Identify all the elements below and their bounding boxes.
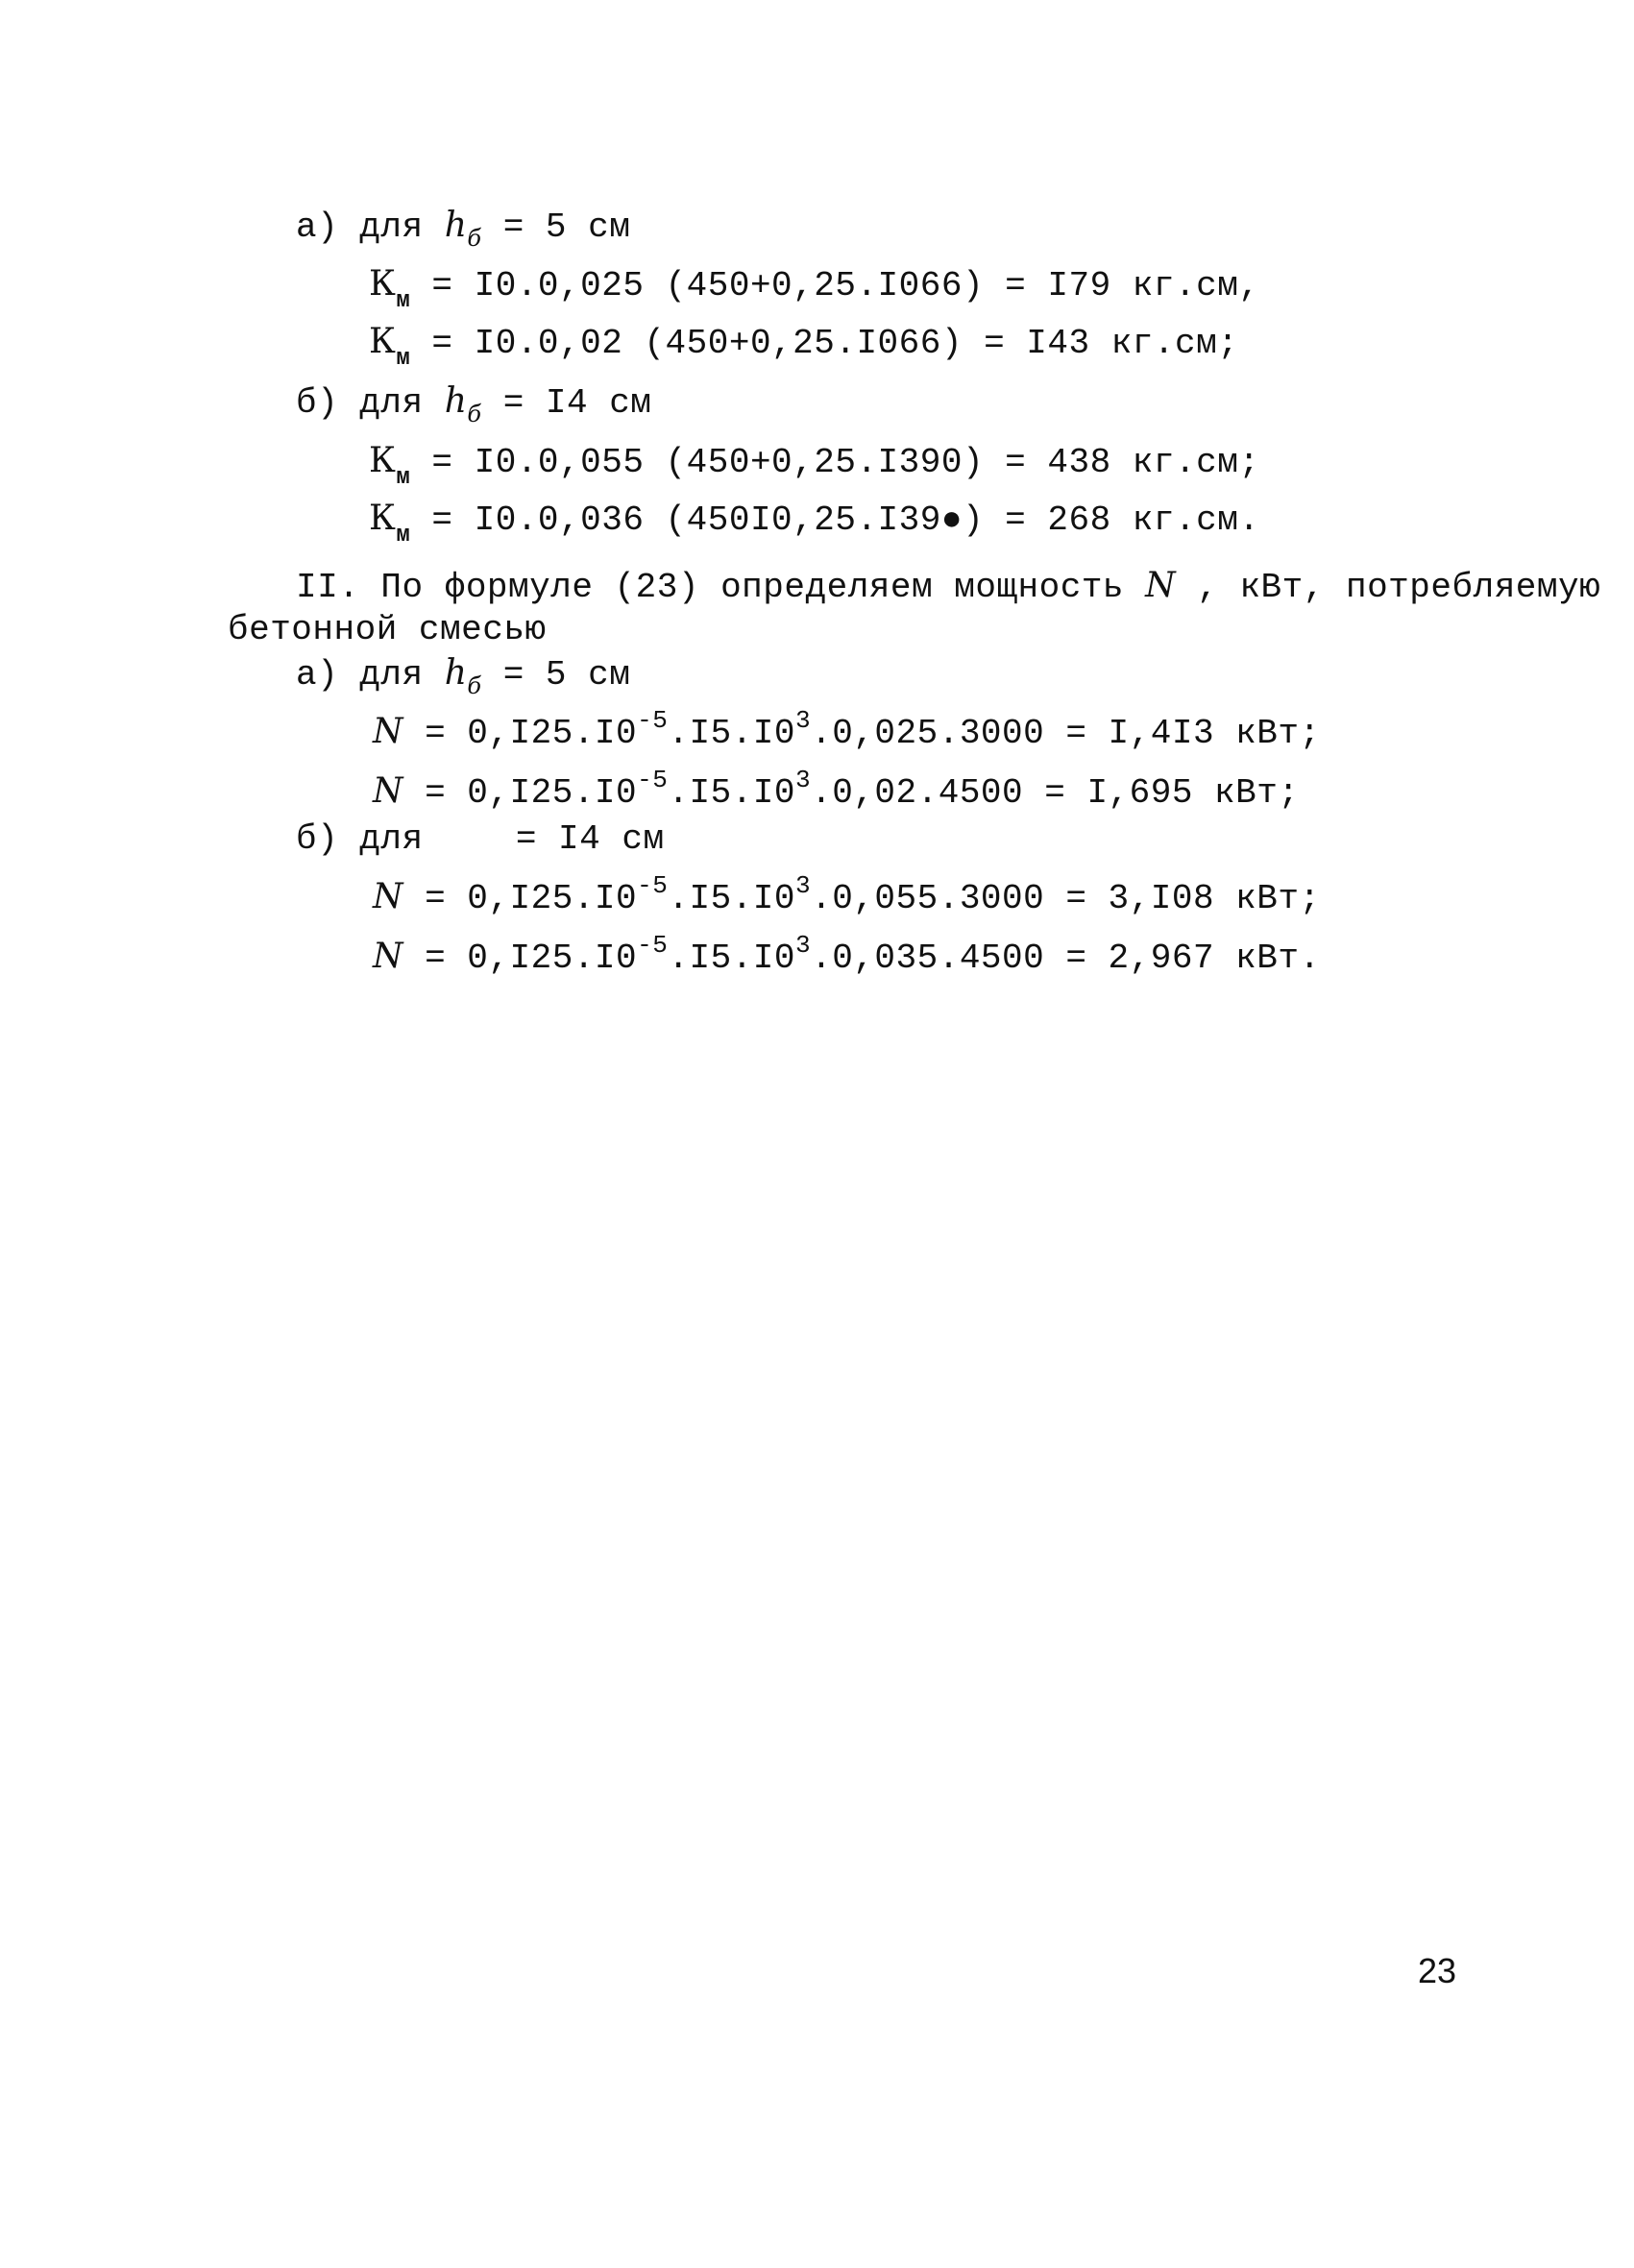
n-exponent-1: -5: [637, 766, 669, 794]
case-b-heading: [296, 380, 651, 426]
n-expr-mid: .I5.I0: [668, 879, 795, 918]
case-a-heading: [296, 205, 630, 250]
km-expression: = I0.0,025 (450+0,25.I066) = I79 кг.см,: [410, 266, 1260, 305]
n-exponent-2: 3: [794, 931, 812, 960]
page-number: 23: [1418, 1951, 1457, 1990]
km-symbol: К: [369, 499, 397, 538]
n-line-a1: [373, 706, 1321, 757]
case-b2-label: б) для: [296, 819, 424, 859]
km-line-a2: [369, 321, 1239, 372]
km-subscript: м: [396, 523, 411, 549]
n-exponent-1: -5: [637, 931, 669, 960]
case-a2-sub: б: [467, 672, 482, 699]
case-b-rest: = I4 см: [502, 383, 652, 423]
n-expr-post: .0,035.4500 = 2,967 кВт.: [811, 939, 1321, 978]
n-line-b2: [373, 931, 1321, 982]
n-expr-pre: = 0,I25.I0: [403, 714, 638, 753]
km-symbol: К: [369, 322, 397, 361]
n-symbol: N: [373, 937, 403, 976]
paragraph-var: N: [1145, 566, 1177, 605]
km-line-b2: [369, 498, 1260, 549]
case-b2-heading: [296, 818, 665, 861]
case-a2-heading: [296, 652, 630, 697]
km-symbol: К: [369, 264, 397, 304]
case-b-label: б) для: [296, 383, 424, 423]
case-a2-rest: = 5 см: [502, 655, 631, 695]
n-expr-pre: = 0,I25.I0: [403, 939, 638, 978]
case-a2-label: а) для: [296, 655, 424, 695]
n-expr-post: .0,025.3000 = I,4I3 кВт;: [811, 714, 1321, 753]
km-subscript: м: [396, 465, 411, 491]
n-exponent-2: 3: [794, 706, 812, 735]
n-exponent-1: -5: [637, 706, 669, 735]
case-b-var: h: [444, 381, 468, 421]
n-exponent-2: 3: [794, 766, 812, 794]
case-a-var: h: [444, 206, 468, 245]
paragraph-text-end: , кВт, потребляемую: [1176, 568, 1601, 607]
km-symbol: К: [369, 441, 397, 480]
n-expr-post: .0,02.4500 = I,695 кВт;: [811, 773, 1300, 813]
n-exponent-2: 3: [794, 871, 812, 900]
paragraph-text: II. По формуле (23) определяем мощность: [296, 568, 1146, 607]
case-b2-rest: = I4 см: [515, 819, 665, 859]
n-symbol: N: [373, 877, 403, 916]
n-expr-pre: = 0,I25.I0: [403, 879, 638, 918]
case-b-sub: б: [467, 401, 482, 427]
paragraph-line-1: [296, 565, 1600, 609]
km-expression: = I0.0,02 (450+0,25.I066) = I43 кг.см;: [410, 324, 1239, 363]
n-expr-mid: .I5.I0: [668, 939, 795, 978]
n-expr-mid: .I5.I0: [668, 773, 795, 813]
n-line-a2: [373, 766, 1300, 817]
km-subscript: м: [396, 288, 411, 314]
n-symbol: N: [373, 712, 403, 751]
paragraph-line-2: [228, 609, 547, 651]
km-line-b1: [369, 440, 1260, 491]
case-a-label: а) для: [296, 207, 424, 247]
case-a2-var: h: [444, 653, 468, 693]
km-line-a1: [369, 263, 1260, 314]
n-symbol: N: [373, 771, 403, 811]
km-expression: = I0.0,036 (450I0,25.I39●) = 268 кг.см.: [410, 500, 1260, 540]
paragraph-text-2: бетонной смесью: [228, 610, 547, 649]
n-expr-mid: .I5.I0: [668, 714, 795, 753]
case-a-sub: б: [467, 225, 482, 252]
case-a-rest: = 5 см: [502, 207, 631, 247]
km-subscript: м: [396, 346, 411, 372]
n-line-b1: [373, 871, 1321, 922]
n-expr-post: .0,055.3000 = 3,I08 кВт;: [811, 879, 1321, 918]
n-exponent-1: -5: [637, 871, 669, 900]
km-expression: = I0.0,055 (450+0,25.I390) = 438 кг.см;: [410, 443, 1260, 482]
n-expr-pre: = 0,I25.I0: [403, 773, 638, 813]
